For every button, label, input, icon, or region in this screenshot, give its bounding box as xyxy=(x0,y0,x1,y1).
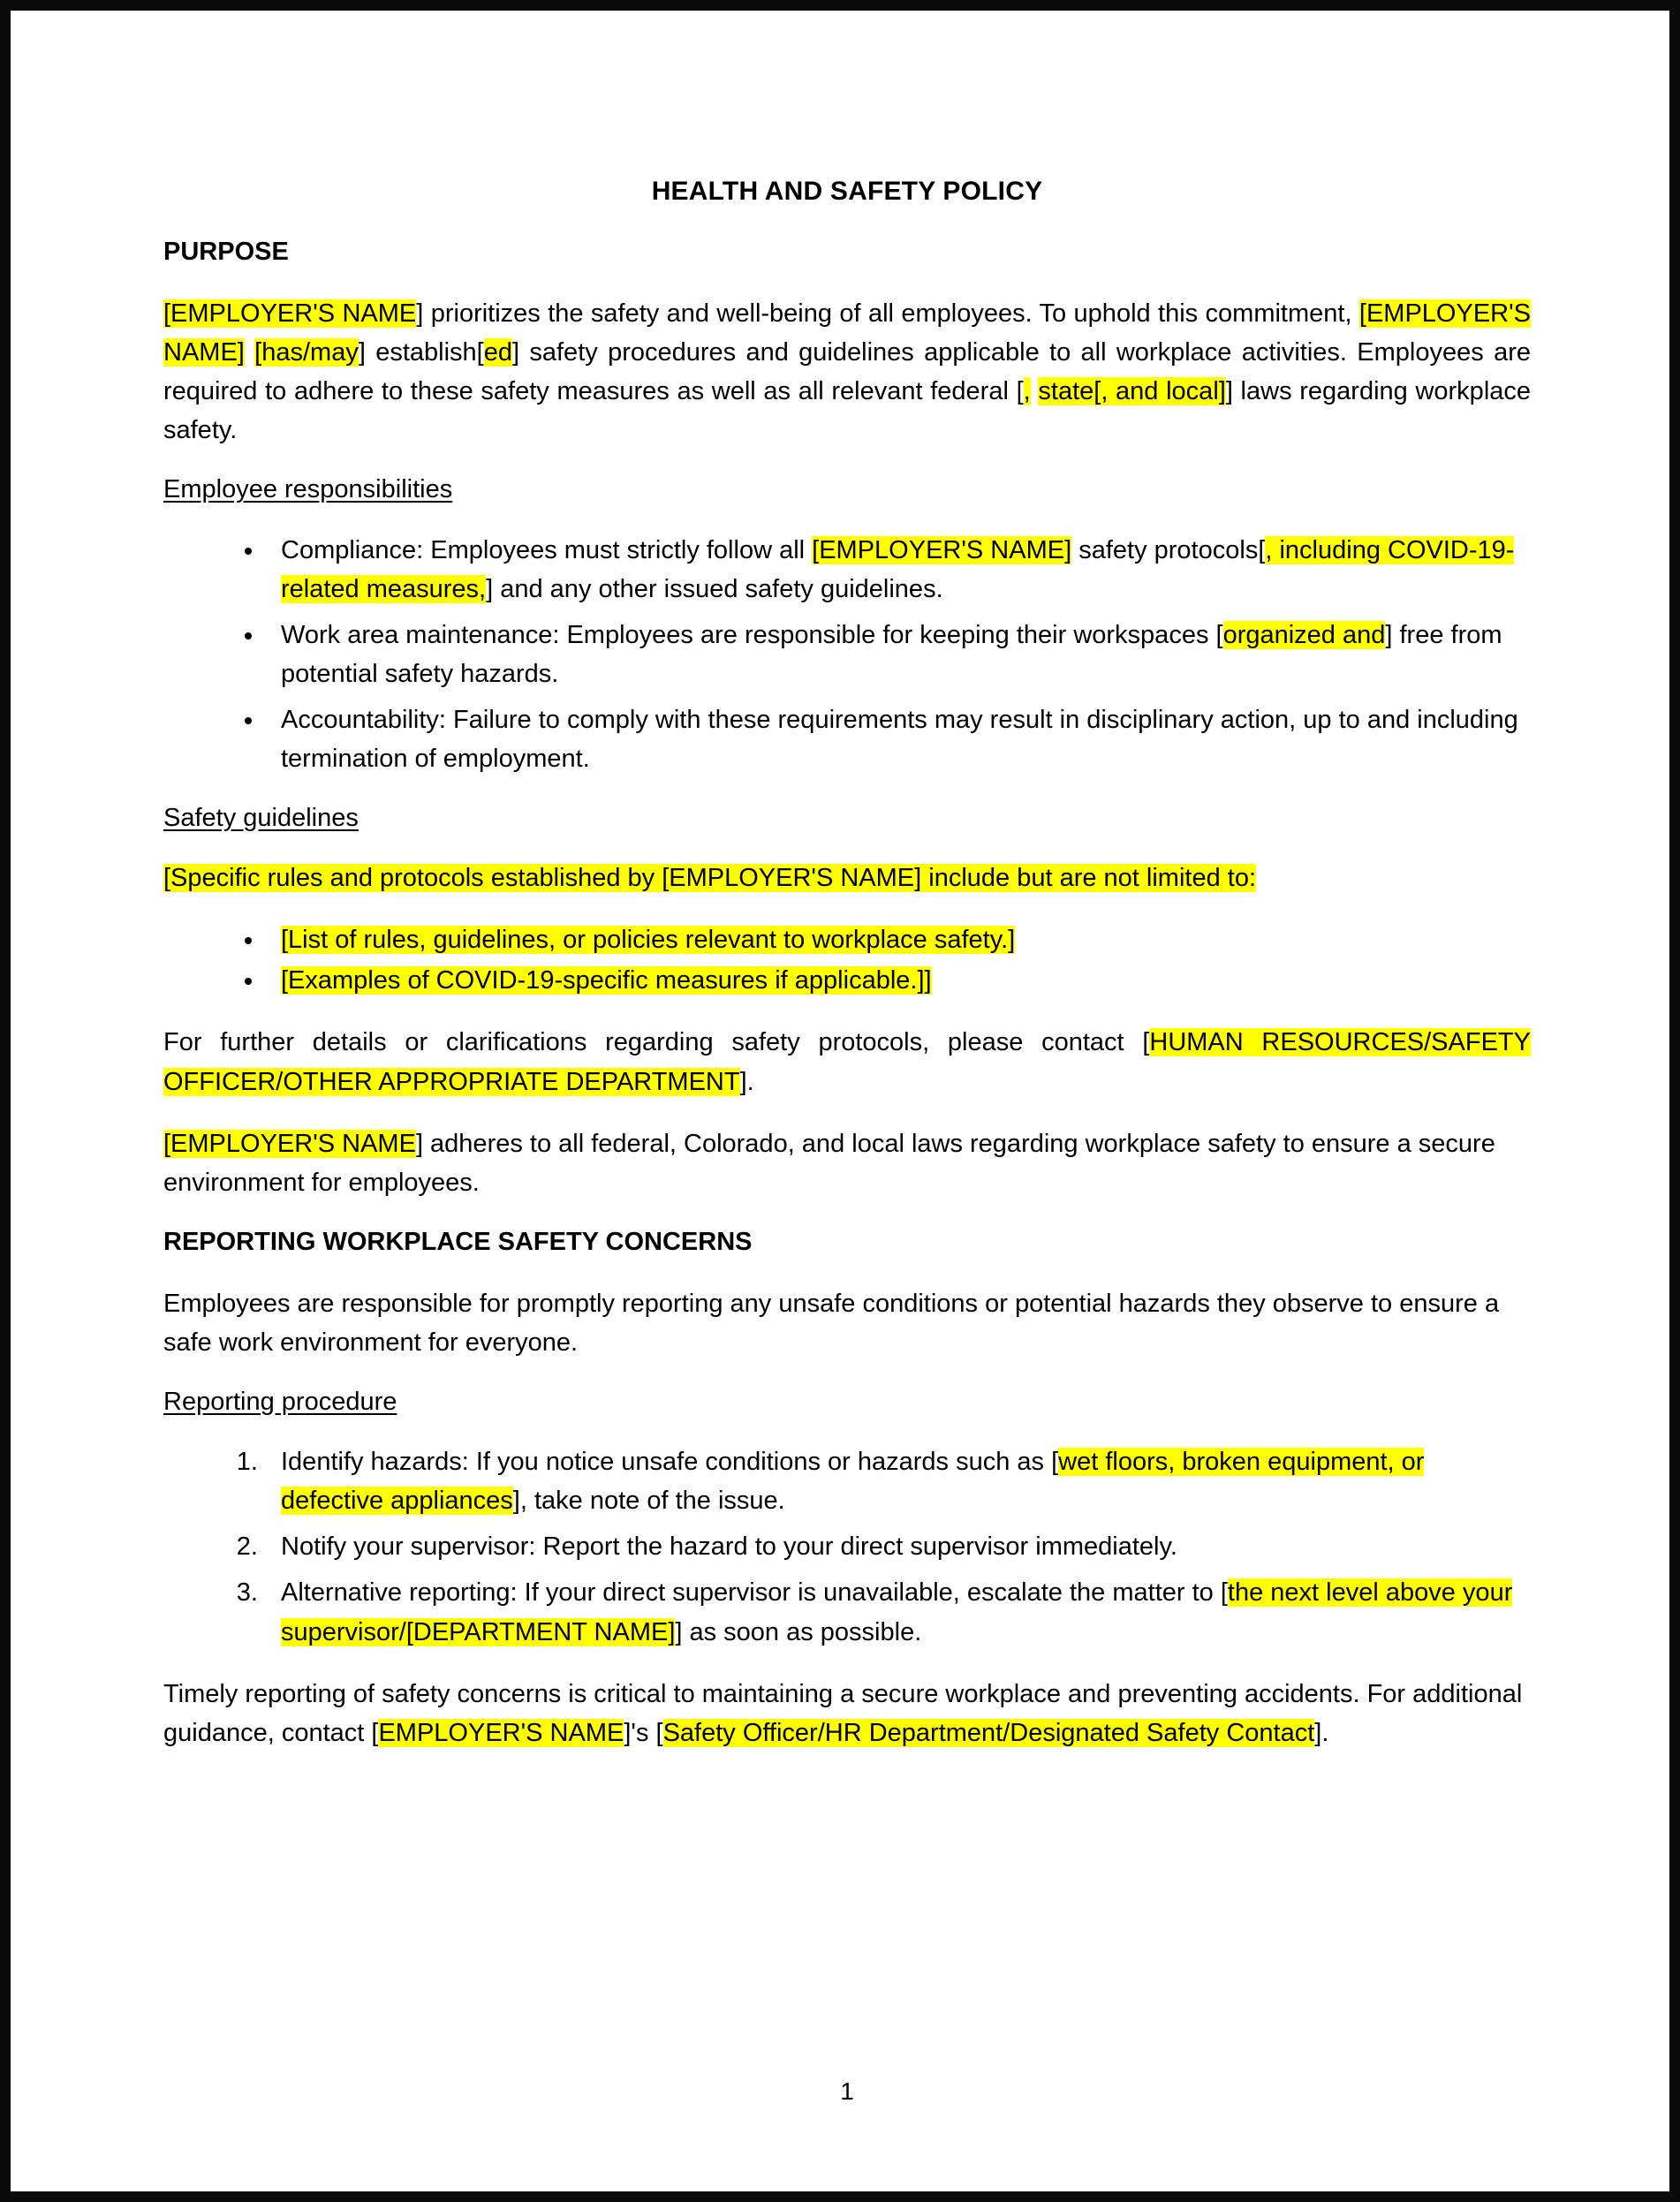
closing-seg3: ]'s [ xyxy=(624,1718,663,1747)
bullet1-seg2: [EMPLOYER'S NAME] xyxy=(812,535,1072,564)
purpose-p-seg12: ] laws regarding workplace safety. xyxy=(163,377,1532,445)
closing-seg1: Timely reporting of safety concerns is critical to maintaining a secure workplace and preventing accidents. For additional guidance, contact [ xyxy=(163,1679,1523,1747)
list-item xyxy=(265,1573,1531,1651)
heading-safety-guidelines xyxy=(163,801,1531,836)
purpose-p-seg11: state[, and local] xyxy=(1038,377,1226,406)
list-item xyxy=(265,1442,1531,1520)
purpose-p-seg4 xyxy=(245,338,254,367)
contact-paragraph xyxy=(163,1023,1531,1101)
list-item xyxy=(265,1527,1531,1566)
heading-reporting-procedure-label: Reporting procedure xyxy=(163,1388,397,1417)
step2-seg1: Notify your supervisor: Report the hazard to your direct supervisor immediately. xyxy=(281,1532,1177,1562)
page-number-footer: 1 xyxy=(840,2077,854,2105)
heading-reporting-concerns: REPORTING WORKPLACE SAFETY CONCERNS xyxy=(163,1227,753,1256)
reporting-intro-paragraph: Employees are responsible for promptly reporting any unsafe conditions or potential hazards they observe to ensure a safe work environment for everyone. xyxy=(163,1289,1500,1357)
document-body xyxy=(163,11,1531,2191)
bullet1-seg3: safety protocols[ xyxy=(1071,535,1266,564)
purpose-p-seg1: [EMPLOYER'S NAME xyxy=(163,299,417,329)
purpose-paragraph xyxy=(163,294,1531,450)
safety-guidelines-intro xyxy=(163,859,1531,897)
bullet1-seg1: Compliance: Employees must strictly follow all xyxy=(281,535,813,564)
compliance-seg2: ] adheres to all federal, Colorado, and local laws regarding workplace safety to ensure a secure environment for employees. xyxy=(163,1129,1495,1197)
closing-seg2: EMPLOYER'S NAME xyxy=(378,1718,624,1747)
list-item xyxy=(265,700,1531,778)
safety-bullet-2: [Examples of COVID-19-specific measures if applicable.]] xyxy=(281,966,932,995)
step3-seg2: the next level above your supervisor/[DEPARTMENT NAME] xyxy=(281,1578,1513,1646)
purpose-p-seg5: [has/may xyxy=(254,338,359,367)
purpose-p-seg9: , xyxy=(1023,377,1031,406)
bullet2-seg1: Work area maintenance: Employees are responsible for keeping their workspaces [ xyxy=(281,620,1223,649)
heading-purpose: PURPOSE xyxy=(163,238,289,266)
heading-employee-responsibilities xyxy=(163,473,1531,507)
list-item xyxy=(265,531,1531,609)
bullet1-seg4: , including COVID-19-related measures, xyxy=(281,535,1515,603)
contact-seg1: For further details or clarifications regarding safety protocols, please contact [ xyxy=(163,1028,1150,1057)
step1-seg2: wet floors, broken equipment, or defective appliances xyxy=(281,1448,1425,1516)
safety-guidelines-list xyxy=(163,920,1531,1000)
reporting-procedure-list xyxy=(163,1442,1531,1651)
purpose-p-seg7: ed xyxy=(483,338,512,367)
purpose-p-seg6: ] establish[ xyxy=(358,338,484,367)
bullet2-seg3: ] free from potential safety hazards. xyxy=(281,620,1502,688)
heading-safety-guidelines-label: Safety guidelines xyxy=(163,804,359,833)
compliance-seg1: [EMPLOYER'S NAME xyxy=(163,1129,416,1158)
bullet1-seg5: ] and any other issued safety guidelines. xyxy=(486,574,943,603)
step3-seg1: Alternative reporting: If your direct supervisor is unavailable, escalate the matter to [ xyxy=(281,1578,1228,1608)
compliance-paragraph xyxy=(163,1124,1531,1202)
purpose-p-seg2: ] prioritizes the safety and well-being of all employees. To uphold this commitment, xyxy=(416,299,1359,329)
purpose-p-seg8: ] safety procedures and guidelines applicable to all workplace activities. Employees are required to adhere to these safety measures as well as all relevant federal [ xyxy=(163,338,1531,406)
bullet2-seg2: organized and xyxy=(1222,620,1386,649)
list-item xyxy=(265,616,1531,693)
step1-seg1: Identify hazards: If you notice unsafe conditions or hazards such as [ xyxy=(281,1448,1059,1477)
purpose-p-seg3: [EMPLOYER'S NAME] xyxy=(163,299,1531,367)
employee-responsibilities-list xyxy=(163,531,1531,778)
heading-reporting-procedure xyxy=(163,1385,1531,1419)
heading-employee-responsibilities-label: Employee responsibilities xyxy=(163,475,453,504)
contact-seg3: ]. xyxy=(739,1067,754,1096)
safety-guidelines-intro-text: [Specific rules and protocols established by [EMPLOYER'S NAME] include but are not limited to: xyxy=(163,864,1257,893)
closing-seg4: Safety Officer/HR Department/Designated Safety Contact xyxy=(662,1718,1315,1747)
bullet3-seg1: Accountability: Failure to comply with these requirements may result in disciplinary action, up to and including termination of employment. xyxy=(281,705,1518,773)
closing-seg5: ]. xyxy=(1314,1718,1329,1747)
safety-bullet-1: [List of rules, guidelines, or policies relevant to workplace safety.] xyxy=(281,926,1016,955)
list-item xyxy=(265,920,1531,959)
contact-seg2: HUMAN RESOURCES/SAFETY OFFICER/OTHER APPROPRIATE DEPARTMENT xyxy=(163,1028,1531,1096)
page-title: HEALTH AND SAFETY POLICY xyxy=(651,177,1043,206)
step1-seg3: ], take note of the issue. xyxy=(512,1487,785,1516)
step3-seg3: ] as soon as possible. xyxy=(675,1617,922,1646)
document-content xyxy=(163,235,1531,1775)
closing-paragraph xyxy=(163,1675,1531,1752)
list-item xyxy=(265,961,1531,1000)
